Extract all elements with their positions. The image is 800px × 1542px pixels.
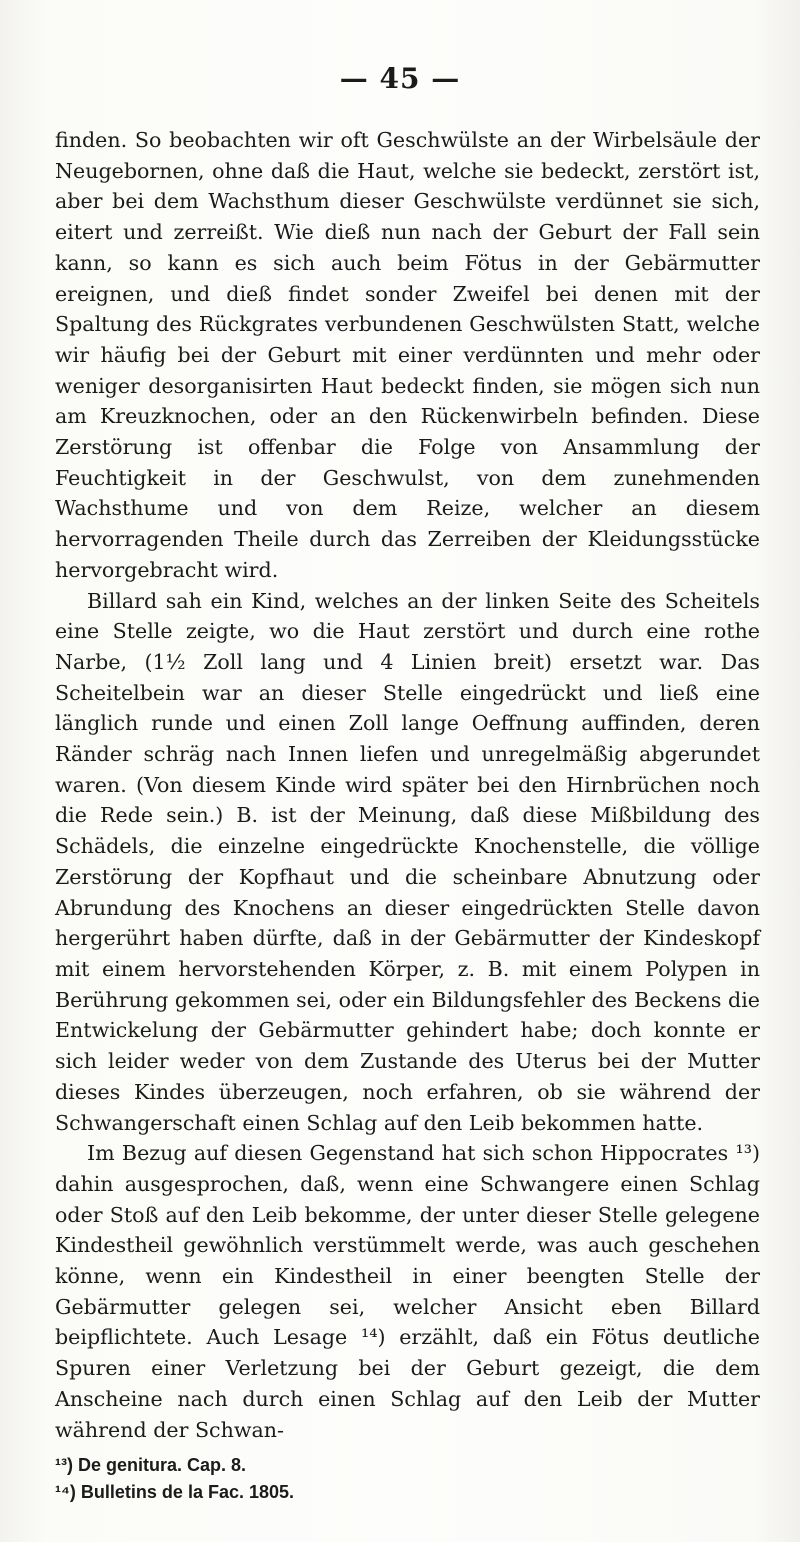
paragraph: finden. So beobachten wir oft Geschwülste an der Wirbelsäule der Neugebornen, ohne daß die Haut, welche sie bedeckt, zerstört ist, aber bei dem Wachsthum dieser Geschwülste verdünnet sie sich, eitert und zerreißt. Wie dieß nun nach der Geburt der Fall sein kann, so kann es sich auch beim Fötus in der Gebärmutter ereignen, und dieß findet sonder Zweifel bei denen mit der Spaltung des Rückgrates verbundenen Geschwülsten Statt, welche wir häufig bei der Geburt mit einer verdünnten und mehr oder weniger desorganisirten Haut bedeckt finden, sie mögen sich nun am Kreuzknochen, oder an den Rückenwirbeln befinden. Diese Zerstörung ist offenbar die Folge von Ansammlung der Feuchtigkeit in der Geschwulst, von dem zunehmenden Wachsthume und von dem Reize, welcher an diesem hervorragenden Theile durch das Zerreiben der Kleidungsstücke hervorgebracht wird. bbox=[55, 128, 760, 582]
paragraph: Im Bezug auf diesen Gegenstand hat sich schon Hippocrates ¹³) dahin ausgesprochen, daß, wenn eine Schwangere einen Schlag oder Stoß auf den Leib bekomme, der unter dieser Stelle gelegene Kindestheil gewöhnlich verstümmelt werde, was auch geschehen könne, wenn ein Kindestheil in einer beengten Stelle der Gebärmutter gelegen sei, welcher Ansicht eben Billard beipflichtete. Auch Lesage ¹⁴) erzählt, daß ein Fötus deutliche Spuren einer Verletzung bei der Geburt gezeigt, die dem Anscheine nach durch einen Schlag auf den Leib der Mutter während der Schwan- bbox=[55, 1141, 760, 1442]
paragraph: Billard sah ein Kind, welches an der linken Seite des Scheitels eine Stelle zeigte, wo die Haut zerstört und durch eine rothe Narbe, (1½ Zoll lang und 4 Linien breit) ersetzt war. Das Scheitelbein war an dieser Stelle eingedrückt und ließ eine länglich runde und einen Zoll lange Oeffnung auffinden, deren Ränder schräg nach Innen liefen und unregelmäßig abgerundet waren. (Von diesem Kinde wird später bei den Hirnbrüchen noch die Rede sein.) B. ist der Meinung, daß diese Mißbildung des Schädels, die einzelne eingedrückte Knochenstelle, die völlige Zerstörung der Kopfhaut und die scheinbare Abnutzung oder Abrundung des Knochens an dieser eingedrückten Stelle davon hergerührt haben dürfte, daß in der Gebärmutter der Kindeskopf mit einem hervorstehenden Körper, z. B. mit einem Polypen in Berührung gekommen sei, oder ein Bildungsfehler des Beckens die Entwickelung der Gebärmutter gehindert habe; doch konnte er sich leider weder von dem Zustande des Uterus bei der Mutter dieses Kindes überzeugen, noch erfahren, ob sie während der Schwangerschaft einen Schlag auf den Leib bekommen hatte. bbox=[55, 588, 760, 1135]
body-text bbox=[55, 125, 760, 1445]
footnote-text: De genitura. Cap. 8. bbox=[78, 1455, 247, 1475]
page-number: — 45 — bbox=[339, 62, 461, 95]
footnote bbox=[55, 1452, 760, 1479]
footnote-mark: ¹³) bbox=[55, 1455, 73, 1475]
footnote bbox=[55, 1479, 760, 1506]
footnote-mark: ¹⁴) bbox=[55, 1482, 76, 1502]
footnotes bbox=[55, 1452, 760, 1506]
footnote-text: Bulletins de la Fac. 1805. bbox=[80, 1482, 295, 1502]
